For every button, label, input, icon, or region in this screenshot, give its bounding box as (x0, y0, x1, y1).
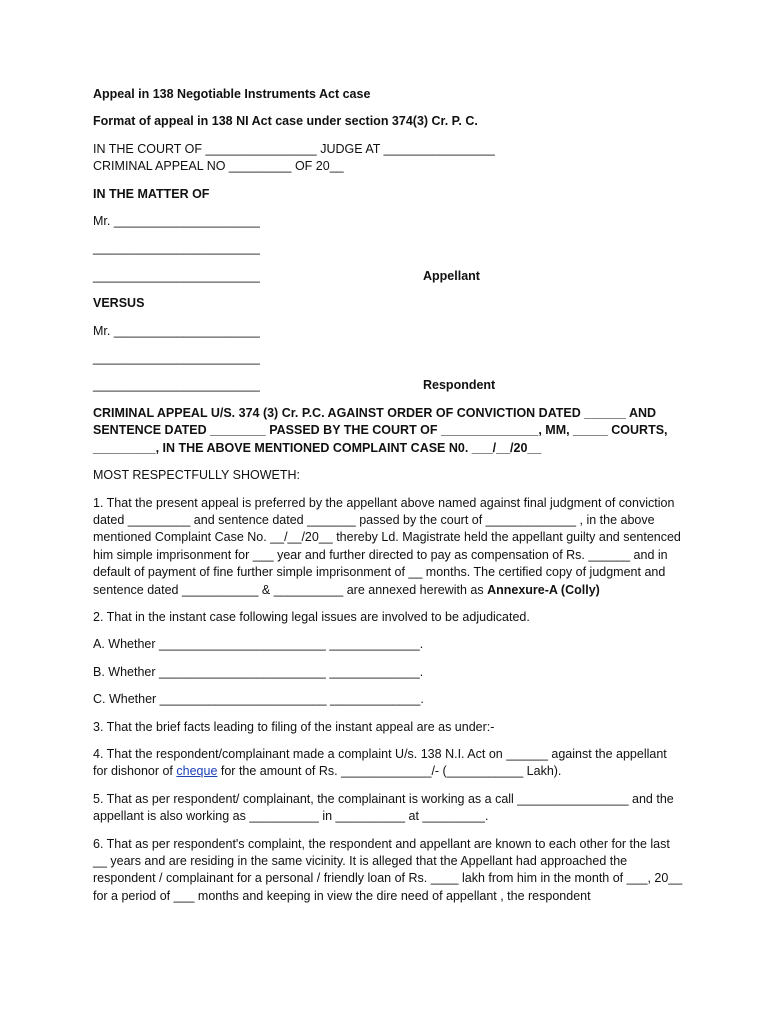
issue-a: A. Whether ________________________ _____________. (93, 637, 424, 652)
court-line: IN THE COURT OF ________________ JUDGE AT ________________ (93, 141, 495, 156)
document-subtitle: Format of appeal in 138 NI Act case under section 374(3) Cr. P. C. (93, 114, 478, 129)
appellant-blank-line-2: ________________________ (93, 268, 260, 283)
versus-label: VERSUS (93, 296, 145, 311)
paragraph-4 (93, 746, 683, 781)
paragraph-2: 2. That in the instant case following legal issues are involved to be adjudicated. (93, 609, 530, 624)
issue-b: B. Whether ________________________ _____________. (93, 664, 424, 679)
appeal-number-line: CRIMINAL APPEAL NO _________ OF 20__ (93, 159, 344, 174)
in-the-matter-heading: IN THE MATTER OF (93, 186, 210, 201)
paragraph-4-text-pre: 4. That the respondent/complainant made a complaint U/s. 138 N.I. Act on ______ against the appellant for dishonor of (93, 746, 667, 779)
document-page (93, 86, 683, 915)
paragraph-5: 5. That as per respondent/ complainant, the complainant is working as a call ________________ and the appellant is also working as __________ in __________ at _________. (93, 791, 674, 824)
paragraph-6: 6. That as per respondent's complaint, the respondent and appellant are known to each other for the last __ years and are residing in the same vicinity. It is alleged that the Appellant had approached the respondent / complainant for a personal / friendly loan of Rs. ____ lakh from him in the month of ___, 20__ for a period of ___ months and keeping in view the dire need of appellant , the respondent (93, 836, 683, 903)
respondent-row (93, 377, 683, 394)
paragraph-1-text: 1. That the present appeal is preferred by the appellant above named against final judgment of conviction dated _________ and sentence dated _______ passed by the court of _____________ , in the above mentioned Complaint Case No. __/__/20__ thereby Ld. Magistrate held the appellant guilty and sentenced him simple imprisonment for ___ year and further directed to pay as compensation of Rs. ______ and in default of payment of fine further simple imprisonment of __ months. The certified copy of judgment and sentence dated ___________ & __________ are annexed herewith as (93, 495, 681, 597)
appellant-label: Appellant (423, 268, 480, 283)
respondent-name-line: Mr. _____________________ (93, 323, 260, 338)
paragraph-4-text-post: for the amount of Rs. _____________/- (___________ Lakh). (217, 764, 562, 779)
respondent-blank-line-1: ________________________ (93, 351, 260, 366)
issue-c: C. Whether ________________________ _____________. (93, 692, 424, 707)
document-title: Appeal in 138 Negotiable Instruments Act case (93, 87, 371, 101)
paragraph-3: 3. That the brief facts leading to filing of the instant appeal are as under:- (93, 719, 495, 734)
appeal-heading: CRIMINAL APPEAL U/S. 374 (3) Cr. P.C. AGAINST ORDER OF CONVICTION DATED ______ AND SENTENCE DATED ________ PASSED BY THE COURT OF ______________, MM, _____ COURTS, _________, IN THE ABOVE MENTIONED COMPLAINT CASE N0. ___/__/20__ (93, 405, 668, 455)
appellant-blank-line-1: ________________________ (93, 241, 260, 256)
annexure-label: Annexure-A (Colly) (487, 582, 600, 597)
respondent-label: Respondent (423, 378, 496, 393)
showeth-line: MOST RESPECTFULLY SHOWETH: (93, 468, 300, 483)
cheque-link[interactable]: cheque (176, 764, 218, 779)
paragraph-1 (93, 495, 683, 599)
respondent-blank-line-2: ________________________ (93, 378, 260, 393)
appellant-row (93, 268, 683, 285)
appellant-name-line: Mr. _____________________ (93, 214, 260, 229)
